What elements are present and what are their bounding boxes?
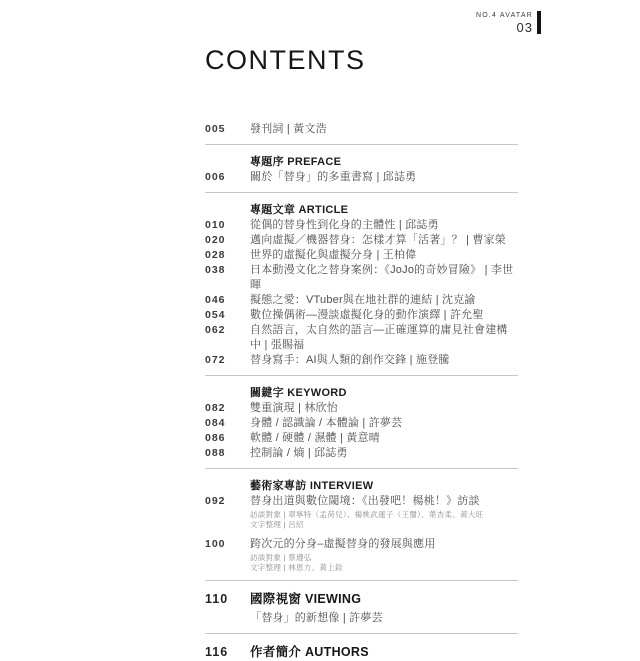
toc-page-number: 038	[205, 264, 226, 276]
toc-entry-title: 擬態之愛：VTuber與在地社群的連結 | 沈克諭	[250, 294, 476, 306]
toc-section-heading: 專題文章 ARTICLE	[250, 204, 349, 216]
toc-entry	[205, 122, 518, 137]
page-title: CONTENTS	[205, 45, 366, 75]
toc-page-number: 116	[205, 645, 229, 659]
toc-section-heading-row	[205, 203, 518, 218]
toc-note-transcriber: 文字整理 | 呂紹	[250, 520, 304, 529]
toc-note-transcriber: 文字整理 | 林恩方、黃上銓	[250, 563, 343, 572]
toc-entry-title: 雙重演現 | 林欣怡	[250, 402, 338, 414]
toc-section-heading-row	[205, 386, 518, 401]
toc-entry	[205, 233, 518, 248]
toc-page-number: 028	[205, 249, 226, 261]
toc-section-keyword	[205, 386, 518, 461]
toc-section-heading-row	[205, 155, 518, 170]
toc-entry	[205, 248, 518, 263]
toc-section-heading: 藝術家專訪 INTERVIEW	[250, 480, 374, 492]
table-of-contents	[205, 122, 518, 661]
toc-note-interviewees: 訪談對象 | 蔡遵弘	[250, 553, 312, 562]
section-divider	[205, 633, 518, 634]
toc-entry-notes	[250, 510, 518, 530]
page-number: 03	[516, 20, 533, 35]
toc-entry-title: 身體 / 認識論 / 本體論 | 許夢芸	[250, 417, 403, 429]
toc-page-number: 006	[205, 171, 226, 183]
toc-entry-title: 「替身」的新想像 | 許夢芸	[250, 612, 383, 624]
toc-page-number: 082	[205, 402, 226, 414]
toc-page-number: 088	[205, 447, 226, 459]
toc-section-preface	[205, 155, 518, 185]
toc-entry	[205, 170, 518, 185]
toc-page-number: 072	[205, 354, 226, 366]
toc-numbered-section-row	[205, 591, 518, 608]
toc-entry-title: 自然語言，太自然的語言—正確運算的庸見社會建構中 | 張賜福	[250, 324, 508, 351]
toc-page-number: 010	[205, 219, 226, 231]
section-divider	[205, 580, 518, 581]
section-divider	[205, 144, 518, 145]
toc-entry	[205, 416, 518, 431]
toc-note-interviewees: 訪談對象 | 翠寧特（孟荷兒）、楊桃武蓮子（王璽）、葉杏柔、黃大旺	[250, 510, 484, 519]
toc-entry	[205, 446, 518, 461]
toc-entry-title: 發刊詞 | 黃文浩	[250, 123, 327, 135]
toc-page-number: 092	[205, 495, 226, 507]
toc-section-authors	[205, 644, 518, 661]
toc-section-heading-row	[205, 479, 518, 494]
toc-entry-title: 數位操偶術—漫談虛擬化身的動作演繹 | 許允聖	[250, 309, 484, 321]
toc-page-number: 100	[205, 538, 226, 550]
issue-label: NO.4 AVATAR	[475, 12, 533, 19]
toc-entry-title: 替身出道與數位閾境：《出發吧！楊桃！》訪談	[250, 495, 480, 507]
toc-section-article	[205, 203, 518, 368]
toc-entry-title: 從偶的替身性到化身的主體性 | 邱誌勇	[250, 219, 439, 231]
section-divider	[205, 375, 518, 376]
masthead-text	[476, 11, 533, 35]
toc-section-heading: 關鍵字 KEYWORD	[250, 387, 347, 399]
toc-page-number: 020	[205, 234, 226, 246]
toc-entry-title: 軟體 / 硬體 / 濕體 | 黃意晴	[250, 432, 380, 444]
toc-entry	[205, 353, 518, 368]
toc-page-number: 054	[205, 309, 226, 321]
masthead	[476, 11, 541, 35]
toc-entry	[205, 494, 518, 509]
section-divider	[205, 468, 518, 469]
toc-page-number: 005	[205, 123, 226, 135]
toc-entry	[205, 308, 518, 323]
toc-section-heading: 作者簡介 AUTHORS	[250, 645, 369, 659]
toc-section-viewing	[205, 591, 518, 626]
toc-numbered-section-row	[205, 644, 518, 661]
toc-section-interview	[205, 479, 518, 573]
toc-entry-title: 日本動漫文化之替身案例：《JoJo的奇妙冒險》 | 李世暉	[250, 264, 514, 291]
toc-entry	[205, 323, 518, 353]
toc-entry	[205, 401, 518, 416]
toc-entry-title: 跨次元的分身–虛擬替身的發展與應用	[250, 538, 436, 550]
toc-entry-title: 邁向虛擬／機器替身：怎樣才算「活著」？ | 曹家榮	[250, 234, 506, 246]
toc-page-number: 086	[205, 432, 226, 444]
toc-entry	[205, 218, 518, 233]
toc-entry	[205, 293, 518, 308]
toc-section-heading: 國際視窗 VIEWING	[250, 592, 362, 606]
toc-page-number: 062	[205, 324, 226, 336]
toc-entry-notes	[250, 553, 518, 573]
toc-section-heading: 專題序 PREFACE	[250, 156, 342, 168]
toc-entry-title: 控制論 / 熵 | 邱誌勇	[250, 447, 348, 459]
section-divider	[205, 192, 518, 193]
toc-page-number: 110	[205, 592, 229, 606]
toc-page-number: 046	[205, 294, 226, 306]
toc-entry-title: 關於「替身」的多重書寫 | 邱誌勇	[250, 171, 417, 183]
toc-entry	[205, 431, 518, 446]
toc-entry-title: 替身寫手：AI與人類的創作交鋒 | 施登騰	[250, 354, 450, 366]
toc-page-number: 084	[205, 417, 226, 429]
toc-entry-title: 世界的虛擬化與虛擬分身 | 王柏偉	[250, 249, 417, 261]
masthead-rule-bar	[537, 11, 541, 34]
toc-entry	[205, 611, 518, 626]
toc-entry	[205, 263, 518, 293]
contents-column	[205, 45, 518, 661]
toc-entry	[205, 537, 518, 552]
